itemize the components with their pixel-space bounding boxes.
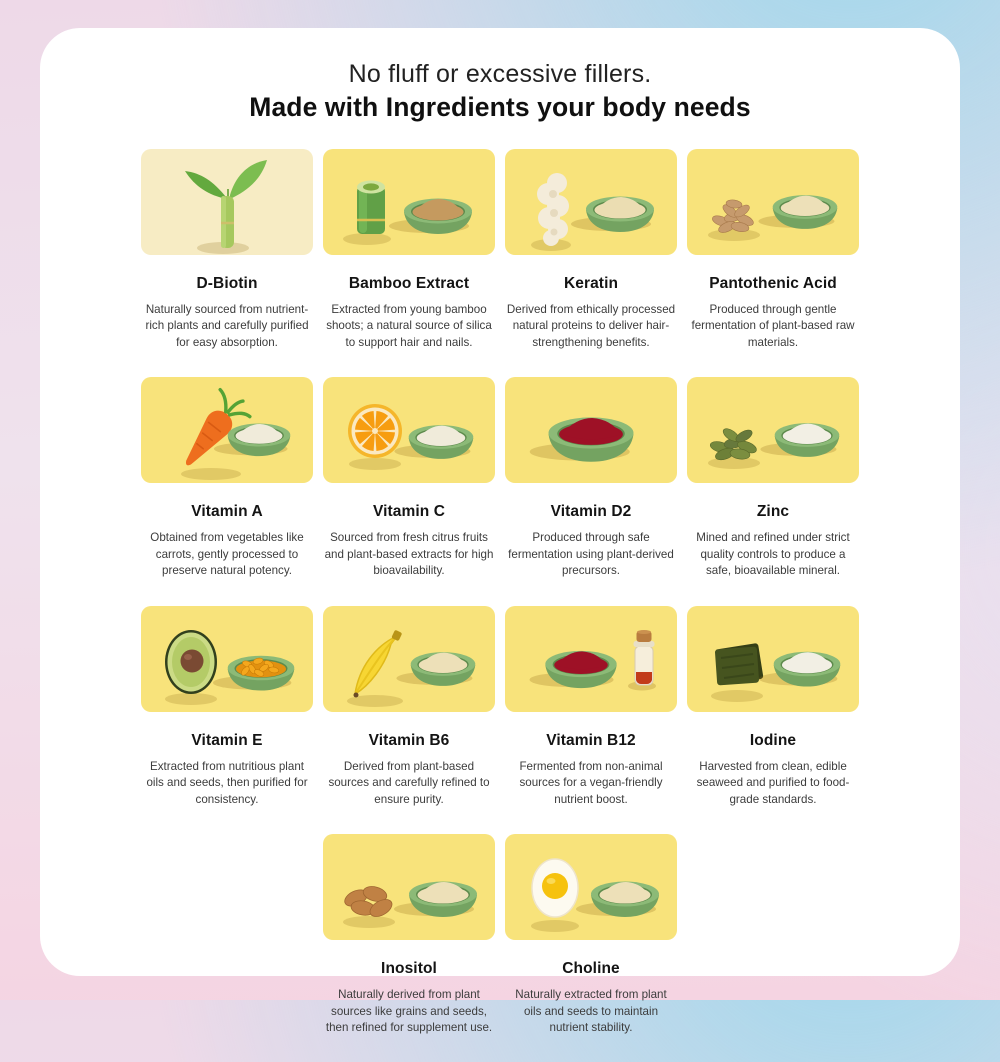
powder-bowl-image: [505, 377, 677, 483]
ingredient-description: Produced through safe fermentation using plant-derived precursors.: [508, 531, 674, 578]
carrot-image: [141, 377, 313, 483]
ingredient-description: Naturally extracted from plant oils and seeds to maintain nutrient stability.: [515, 988, 667, 1034]
ingredient-card: [141, 377, 313, 579]
ingredient-card: [323, 606, 495, 808]
powder-bowl-icon: [389, 199, 472, 235]
banana-illustration: [323, 606, 495, 712]
ingredients-grid: [130, 149, 870, 1062]
ingredient-name: Pantothenic Acid: [709, 275, 837, 292]
ingredient-name: D-Biotin: [196, 275, 258, 292]
wool-twist-illustration: [505, 149, 677, 255]
ingredient-card: [505, 834, 677, 1036]
powder-bowl-icon: [758, 195, 837, 229]
ingredient-card: [505, 377, 677, 579]
egg-image: [505, 834, 677, 940]
ingredient-name: Vitamin D2: [550, 503, 632, 521]
seaweed-image: [687, 606, 859, 712]
ingredient-card: [505, 606, 677, 808]
ingredient-description: Naturally derived from plant sources like grains and seeds, then refined for supplement use.: [325, 988, 493, 1034]
ingredient-description: Harvested from clean, edible seaweed and purified to food-grade standards.: [696, 759, 850, 806]
powder-bowl-icon: [394, 425, 473, 459]
pumpkin-seeds-illustration: [687, 377, 859, 483]
powder-bowl-icon: [396, 652, 475, 686]
pumpkin-seeds-image: [687, 377, 859, 483]
bamboo-stalk-illustration: [141, 149, 313, 255]
ingredient-name: Vitamin E: [191, 731, 263, 749]
ingredient-card: [323, 377, 495, 579]
ingredient-description: Produced through gentle fermentation of plant-based raw materials.: [691, 303, 855, 349]
powder-bowl-illustration: [505, 377, 677, 483]
panel-header: [40, 60, 960, 123]
powder-bowl-icon: [394, 882, 477, 918]
bamboo-tube-illustration: [323, 149, 495, 255]
avocado-image: [141, 606, 313, 712]
seeds-pile-image: [687, 149, 859, 255]
powder-bowl-icon: [213, 655, 294, 690]
ingredient-card: [323, 834, 495, 1036]
ingredient-description: Derived from plant-based sources and carefully refined to ensure purity.: [328, 759, 490, 806]
carrot-illustration: [141, 377, 313, 483]
ingredient-name: Keratin: [563, 275, 619, 292]
ingredient-card: [141, 606, 313, 808]
seeds-pile-illustration: [687, 149, 859, 255]
ingredient-card: [687, 149, 859, 351]
powder-bowl-icon: [530, 418, 634, 462]
powder-bowl-vial-image: [505, 606, 677, 712]
ingredient-name: Vitamin A: [191, 503, 263, 521]
ingredient-name: Zinc: [756, 503, 790, 521]
bamboo-tube-image: [323, 149, 495, 255]
ingredient-card: [323, 149, 495, 351]
ingredient-name: Inositol: [381, 960, 437, 978]
ingredient-name: Vitamin C: [372, 503, 446, 521]
ingredient-card: [141, 149, 313, 351]
ingredient-description: Extracted from nutritious plant oils and seeds, then purified for consistency.: [146, 759, 308, 806]
ingredient-description: Sourced from fresh citrus fruits and plant-based extracts for high bioavailability.: [324, 531, 494, 578]
powder-bowl-icon: [576, 882, 659, 918]
powder-bowl-icon: [530, 651, 617, 688]
ingredients-panel: [40, 28, 960, 1034]
ingredient-description: Extracted from young bamboo shoots; a natural source of silica to support hair and nails.: [326, 303, 492, 349]
ingredient-description: Naturally sourced from nutrient-rich plants and carefully purified for easy absorption.: [145, 303, 309, 349]
ingredient-name: Choline: [562, 960, 620, 978]
almonds-illustration: [323, 834, 495, 940]
boiled-egg-icon: [532, 859, 578, 917]
bamboo-stalk-image: [141, 149, 313, 255]
orange-half-image: [323, 377, 495, 483]
ingredient-description: Derived from ethically processed natural proteins to deliver hair-strengthening benefits.: [506, 303, 676, 349]
ingredient-name: Iodine: [749, 731, 797, 749]
banana-image: [323, 606, 495, 712]
avocado-illustration: [141, 606, 313, 712]
powder-bowl-vial-illustration: [505, 606, 677, 712]
ingredient-description: Fermented from non-animal sources for a vegan-friendly nutrient boost.: [519, 759, 663, 806]
seaweed-illustration: [687, 606, 859, 712]
powder-bowl-icon: [760, 423, 839, 457]
vial-icon: [628, 630, 656, 691]
powder-bowl-icon: [571, 197, 654, 233]
powder-bowl-icon: [759, 651, 840, 686]
ingredient-name: Bamboo Extract: [348, 275, 470, 292]
ingredient-description: Mined and refined under strict quality controls to produce a safe, bioavailable mineral.: [696, 531, 850, 578]
ingredient-name: Vitamin B6: [368, 731, 450, 749]
egg-illustration: [505, 834, 677, 940]
orange-half-illustration: [323, 377, 495, 483]
ingredient-name: Vitamin B12: [546, 731, 636, 749]
section-title: Made with Ingredients your body needs: [249, 92, 751, 122]
banana-icon: [354, 629, 403, 697]
ingredient-card: [687, 606, 859, 808]
ingredient-description: Obtained from vegetables like carrots, gently processed to preserve natural potency.: [150, 531, 304, 578]
seaweed-icon: [715, 643, 764, 685]
almonds-image: [323, 834, 495, 940]
ingredient-card: [505, 149, 677, 351]
section-subtitle: No fluff or excessive fillers.: [348, 60, 652, 88]
ingredient-card: [687, 377, 859, 579]
wool-twist-image: [505, 149, 677, 255]
avocado-icon: [165, 630, 217, 694]
